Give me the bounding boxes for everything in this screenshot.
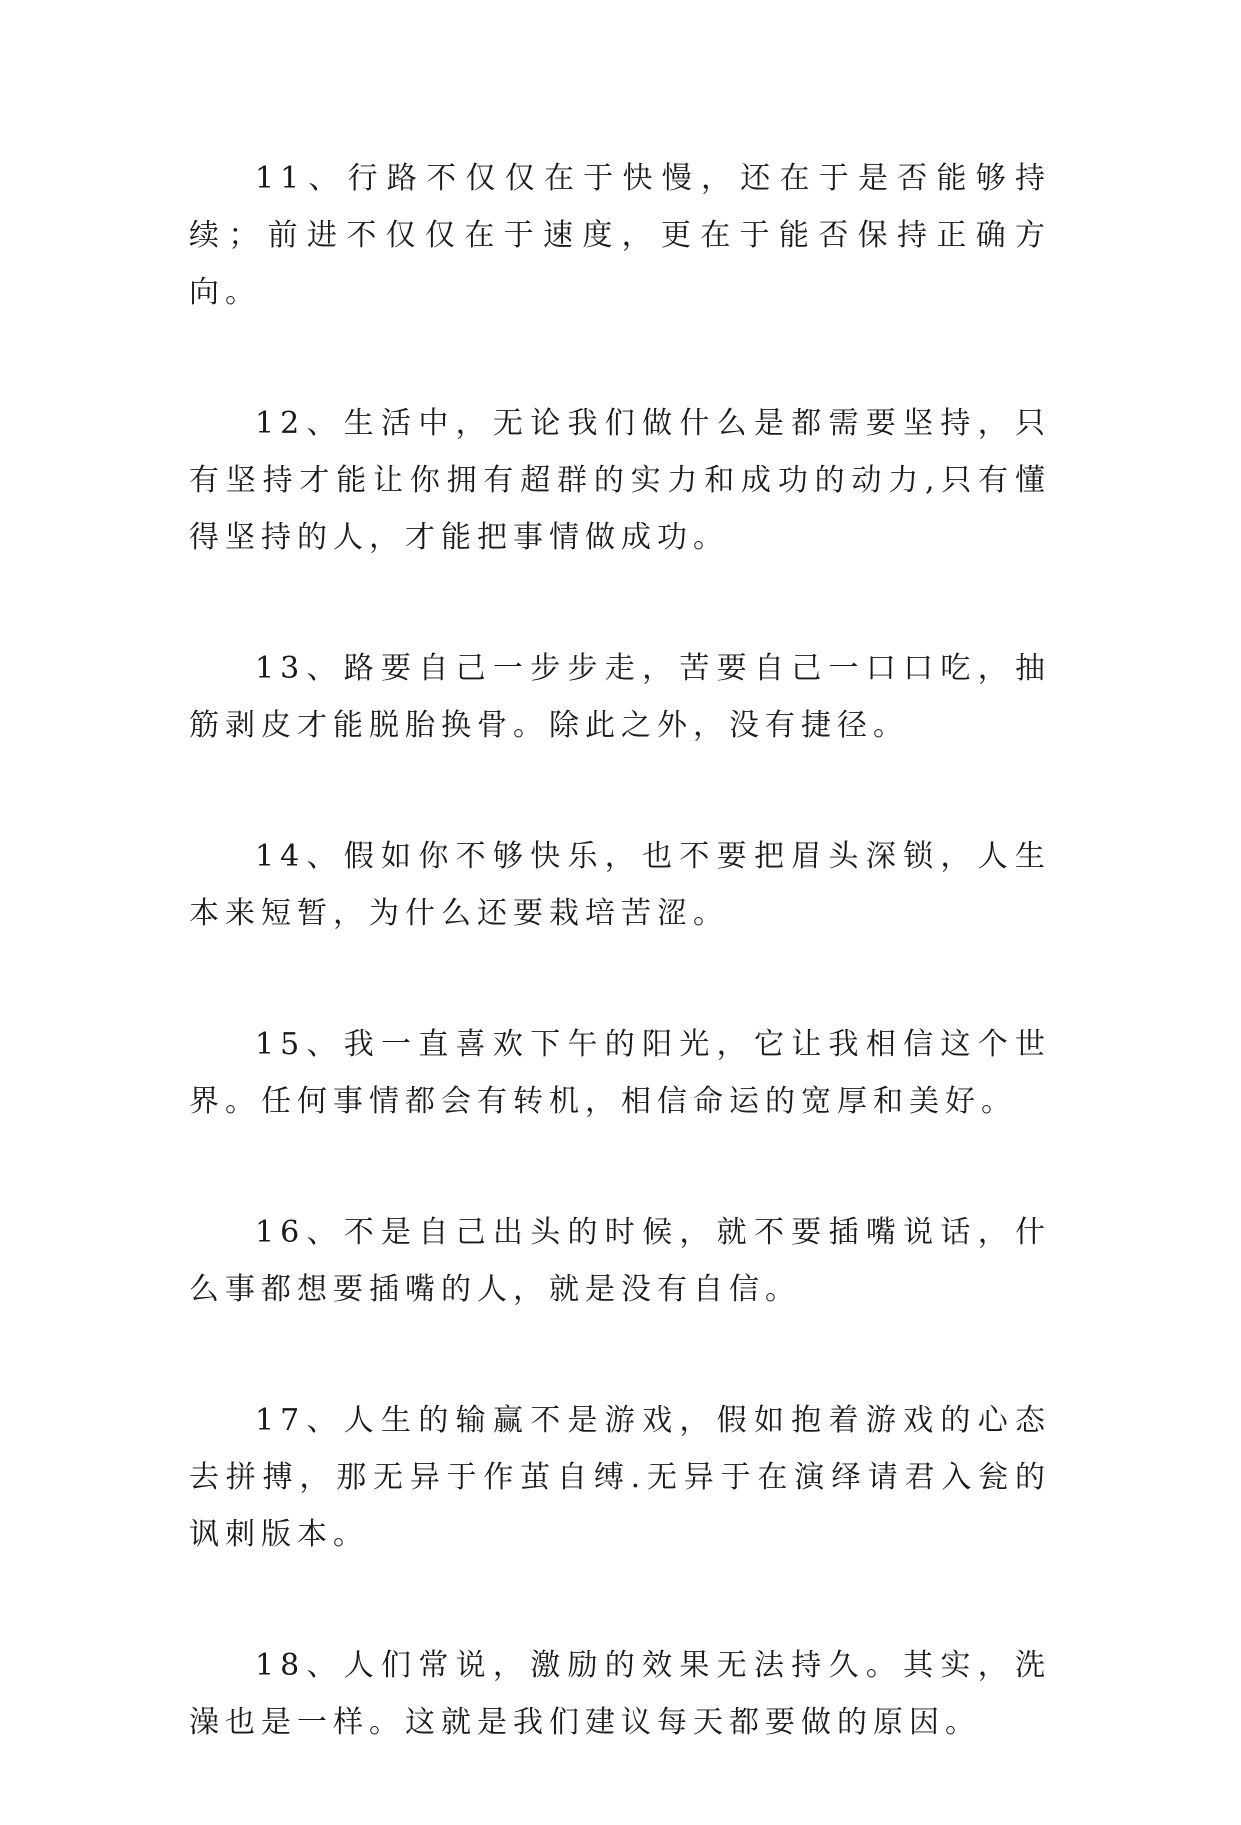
paragraph-11: 11、行路不仅仅在于快慢，还在于是否能够持续；前进不仅仅在于速度，更在于能否保持正确方向。 <box>189 161 1051 310</box>
paragraph-17: 17、人生的输赢不是游戏，假如抱着游戏的心态去拼搏，那无异于作茧自缚.无异于在演绎请君入瓮的讽刺版本。 <box>189 1403 1051 1552</box>
paragraph-13: 13、路要自己一步步走，苦要自己一口口吃，抽筋剥皮才能脱胎换骨。除此之外，没有捷径。 <box>189 651 1051 743</box>
paragraph-15: 15、我一直喜欢下午的阳光，它让我相信这个世界。任何事情都会有转机，相信命运的宽厚和美好。 <box>189 1027 1051 1119</box>
paragraph-16: 16、不是自己出头的时候，就不要插嘴说话，什么事都想要插嘴的人，就是没有自信。 <box>189 1215 1051 1307</box>
paragraph-18: 18、人们常说，激励的效果无法持久。其实，洗澡也是一样。这就是我们建议每天都要做的原因。 <box>189 1648 1051 1740</box>
paragraph-14: 14、假如你不够快乐，也不要把眉头深锁，人生本来短暂，为什么还要栽培苦涩。 <box>189 839 1051 931</box>
document-body <box>189 150 1051 1825</box>
paragraph-12: 12、生活中，无论我们做什么是都需要坚持，只有坚持才能让你拥有超群的实力和成功的动力,只有懂得坚持的人，才能把事情做成功。 <box>189 406 1051 555</box>
